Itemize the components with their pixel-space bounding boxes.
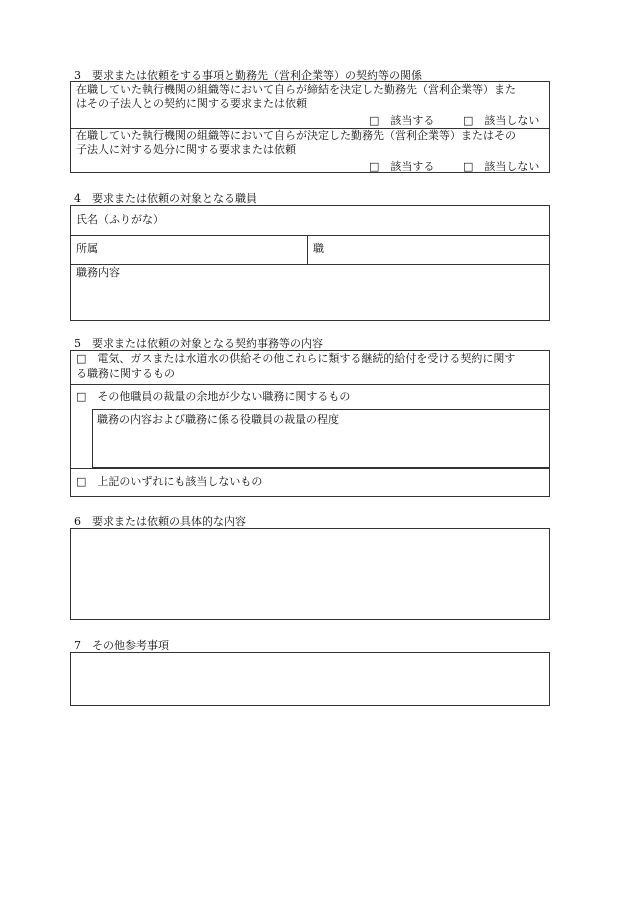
section-3-heading: 3 要求または依頼をする事項と勤務先（営利企業等）の契約等の関係 [74,69,422,82]
s4-divider-1 [71,235,549,236]
section-7-box[interactable] [70,652,550,706]
s4-vertical-divider [307,235,308,264]
s4-name-label: 氏名（ふりがな） [76,213,164,226]
s3-row1-line1: 在職していた執行機関の組織等において自らが締結を決定した勤務先（営利企業等）また [76,83,516,96]
section-5-heading: 5 要求または依頼の対象となる契約事務等の内容 [74,337,323,350]
section-6-box[interactable] [70,528,550,620]
s3-row1-yes-checkbox[interactable]: □ 該当する [369,114,435,127]
s3-row2-line1: 在職していた執行機関の組織等において自らが決定した勤務先（営利企業等）またはその [76,129,516,142]
s5-divider-2 [71,468,549,469]
s5-opt1-line1[interactable]: □ 電気、ガスまたは水道水の供給その他これらに類する継続的給付を受ける契約に関す [76,352,516,365]
s3-row1-line2: はその子法人との契約に関する要求または依頼 [76,97,307,110]
s5-opt2-subbox [92,409,550,468]
s3-row2-line2: 子法人に対する処分に関する要求または依頼 [76,143,296,156]
s3-row2-no-checkbox[interactable]: □ 該当しない [463,160,540,173]
section-7-heading: 7 その他参考事項 [74,639,169,652]
s5-opt2[interactable]: □ その他職員の裁量の余地が少ない職務に関するもの [76,390,351,403]
s4-post-label: 職 [313,242,324,255]
section-6-heading: 6 要求または依頼の具体的な内容 [74,515,246,528]
s4-divider-2 [71,264,549,265]
section-3-table [70,81,550,173]
s5-opt1-line2: る職務に関するもの [76,367,175,380]
section-5-table [70,350,550,497]
s5-opt3[interactable]: □ 上記のいずれにも該当しないもの [76,475,263,488]
s3-row1-no-checkbox[interactable]: □ 該当しない [463,114,540,127]
section-4-heading: 4 要求または依頼の対象となる職員 [74,192,257,205]
section-4-table [70,205,550,321]
s5-divider-1 [71,384,549,385]
s4-duty-label: 職務内容 [76,266,120,279]
s4-dept-label: 所属 [76,242,98,255]
s3-row2-yes-checkbox[interactable]: □ 該当する [369,160,435,173]
s5-opt2-sub-label: 職務の内容および職務に係る役職員の裁量の程度 [97,413,339,426]
